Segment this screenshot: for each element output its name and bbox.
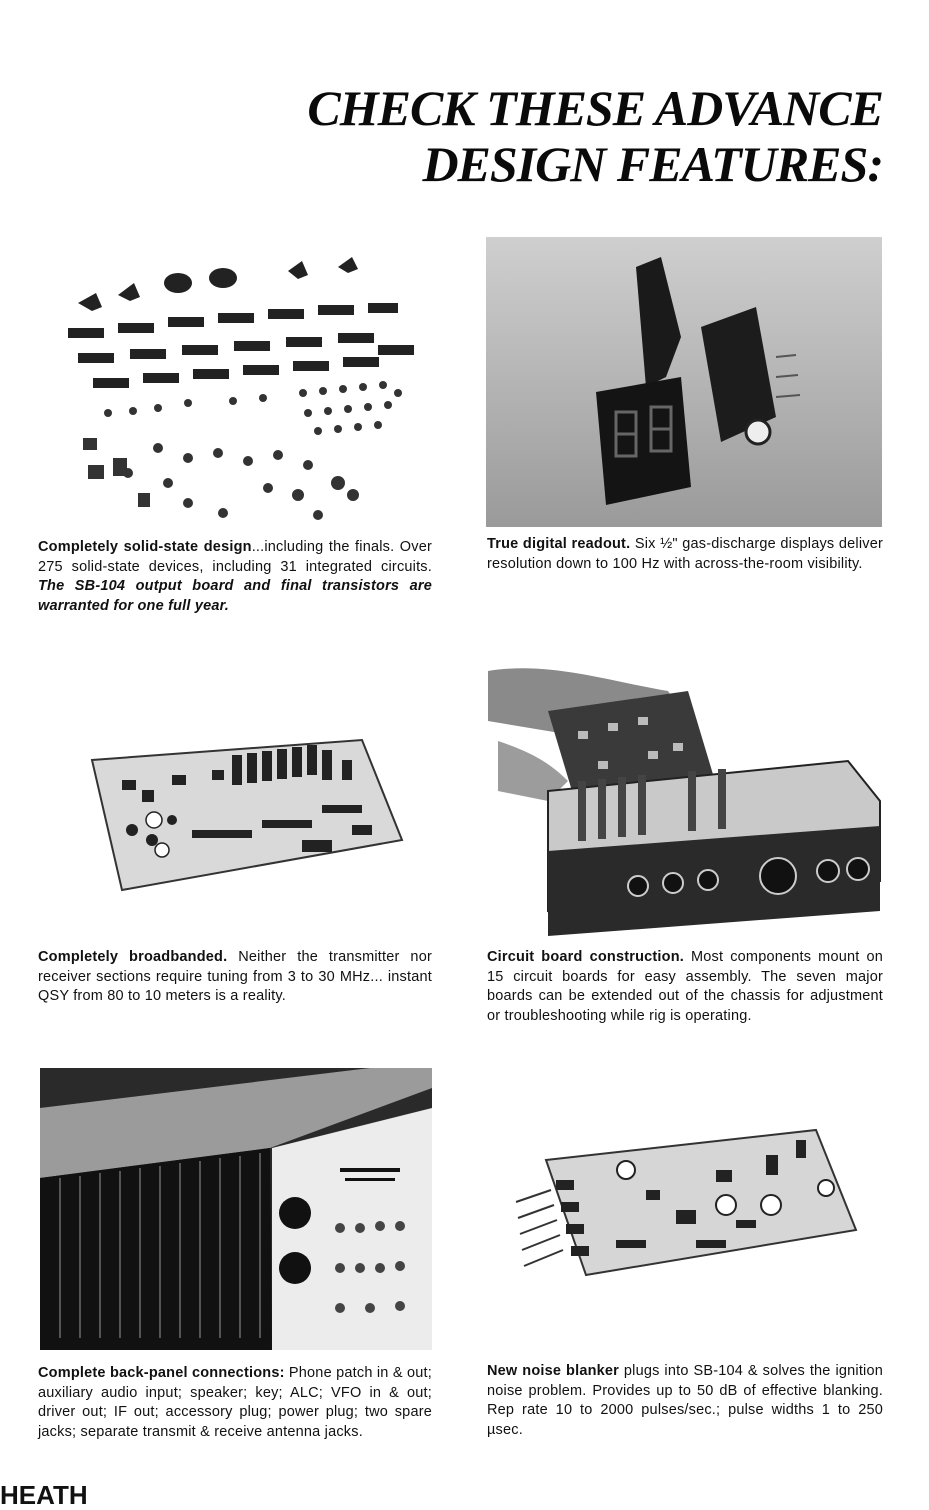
caption-solid-state-body: ...including the finals. Over 275 solid-state devices, including 31 integrated circuits. xyxy=(38,539,432,575)
page-headline xyxy=(307,80,883,192)
caption-noise-blanker-body: plugs into SB-104 & solves the ignition noise problem. Provides up to 50 dB of effective blanking. Rep rate 10 to 2000 pulses/sec.; pulse widths 1 to 250 µsec. xyxy=(487,1363,883,1438)
photo-solid-state-components xyxy=(38,233,438,533)
caption-solid-state-emphasis: The SB-104 output board and final transistors are warranted for one full year. xyxy=(38,578,432,614)
caption-broadbanded xyxy=(38,948,432,1007)
caption-digital-readout-lead: True digital readout. xyxy=(487,536,631,552)
caption-noise-blanker-lead: New noise blanker xyxy=(487,1363,620,1379)
photo-broadband-board xyxy=(62,720,422,900)
caption-circuit-board xyxy=(487,948,883,1026)
caption-circuit-board-lead: Circuit board construction. xyxy=(487,949,685,965)
caption-digital-readout-body: Six ½" gas-discharge displays deliver resolution down to 100 Hz with across-the-room visibility. xyxy=(487,536,883,572)
photo-circuit-board-construction xyxy=(488,651,880,941)
caption-solid-state xyxy=(38,538,432,616)
caption-back-panel xyxy=(38,1364,432,1442)
caption-digital-readout xyxy=(487,535,883,574)
caption-back-panel-lead: Complete back-panel connections: xyxy=(38,1365,285,1381)
caption-back-panel-body: Phone patch in & out; auxiliary audio input; speaker; key; ALC; VFO in & out; driver out; IF out; accessory plug; power plug; two spare jacks; separate transmit & receive antenna jacks. xyxy=(38,1365,432,1440)
caption-solid-state-lead: Completely solid-state design xyxy=(38,539,252,555)
caption-broadbanded-body: Neither the transmitter nor receiver sections require tuning from 3 to 30 MHz... instant QSY from 80 to 10 meters is a reality. xyxy=(38,949,432,1004)
headline-line-2: DESIGN FEATURES: xyxy=(422,136,883,192)
page-footer-mark: HEATH xyxy=(0,1480,88,1510)
caption-broadbanded-lead: Completely broadbanded. xyxy=(38,949,228,965)
caption-noise-blanker xyxy=(487,1362,883,1440)
photo-noise-blanker xyxy=(496,1110,872,1300)
photo-digital-readout xyxy=(486,237,882,527)
photo-back-panel xyxy=(40,1068,432,1350)
headline-line-1: CHECK THESE ADVANCE xyxy=(307,80,883,136)
caption-circuit-board-body: Most components mount on 15 circuit boards for easy assembly. The seven major boards can be extended out of the chassis for adjustment or troubleshooting while rig is operating. xyxy=(487,949,883,1024)
